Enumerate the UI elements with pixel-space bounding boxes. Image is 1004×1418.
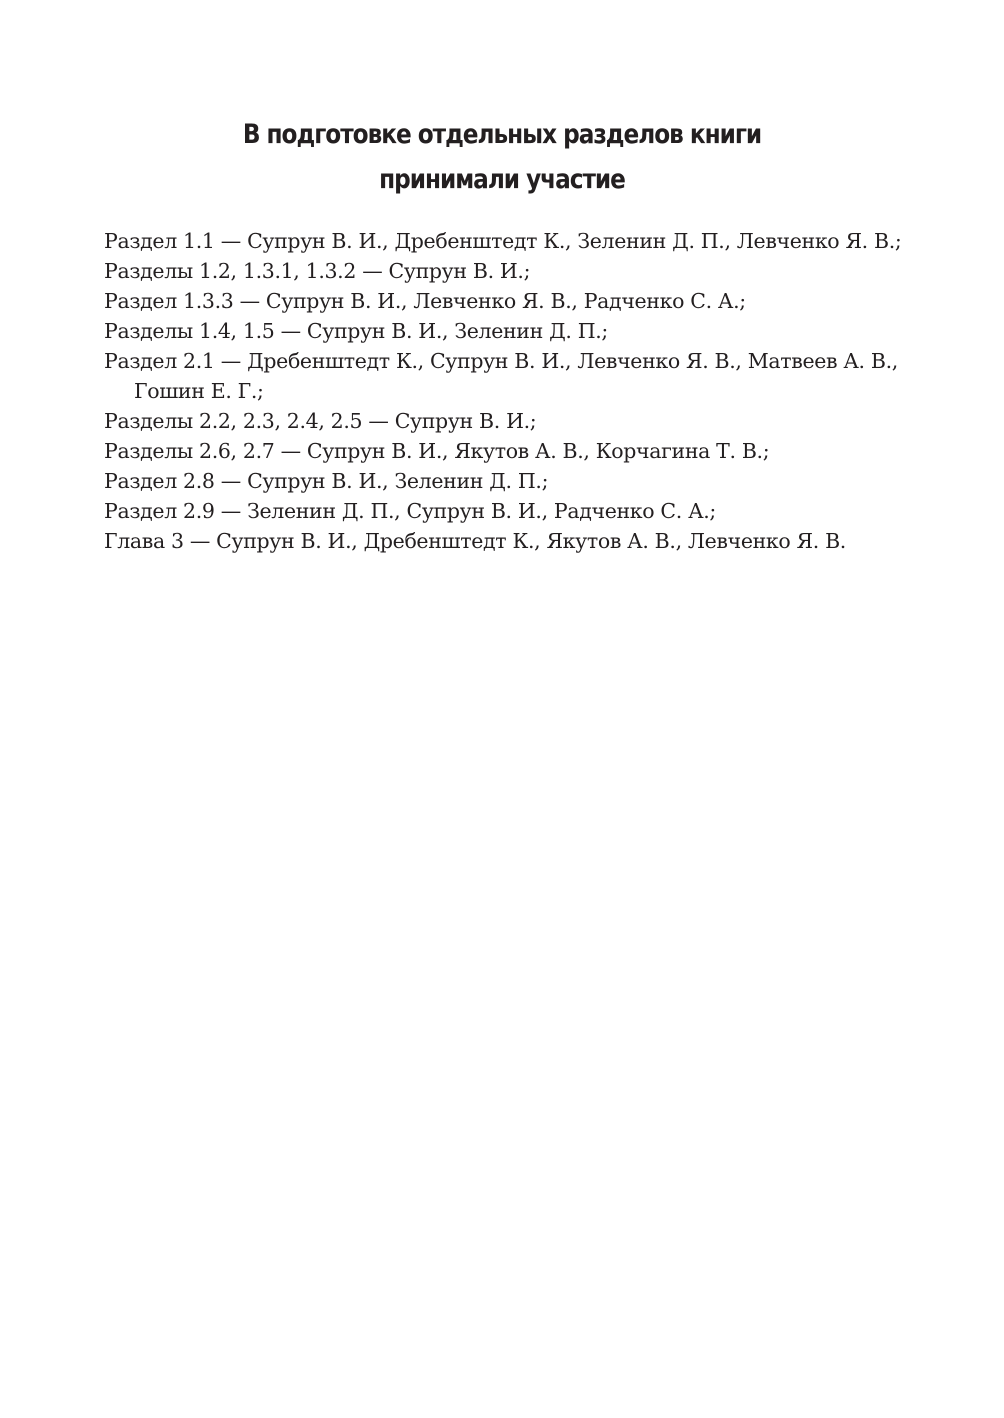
list-item: Разделы 2.2, 2.3, 2.4, 2.5 — Супрун В. И.;: [104, 409, 537, 433]
list-item: Разделы 2.6, 2.7 — Супрун В. И., Якутов А. В., Корчагина Т. В.;: [104, 439, 770, 463]
list-item: Раздел 1.3.3 — Супрун В. И., Левченко Я. В., Радченко С. А.;: [104, 289, 746, 313]
heading-line-1: В подготовке отдельных разделов книги: [242, 119, 762, 151]
list-item: Раздел 1.1 — Супрун В. И., Дребенштедт К., Зеленин Д. П., Левченко Я. В.;: [104, 229, 902, 253]
list-item: Глава 3 — Супрун В. И., Дребенштедт К., Якутов А. В., Левченко Я. В.: [104, 529, 846, 553]
list-item: Раздел 2.8 — Супрун В. И., Зеленин Д. П.;: [104, 469, 549, 493]
page-heading: [70, 112, 933, 202]
list-item: Разделы 1.2, 1.3.1, 1.3.2 — Супрун В. И.;: [104, 259, 531, 283]
list-item: Разделы 1.4, 1.5 — Супрун В. И., Зеленин Д. П.;: [104, 319, 608, 343]
list-item: Раздел 2.1 — Дребенштедт К., Супрун В. И., Левченко Я. В., Матвеев А. В., Гошин Е. Г.;: [104, 349, 898, 403]
contributors-list: [104, 226, 914, 556]
list-item: Раздел 2.9 — Зеленин Д. П., Супрун В. И., Радченко С. А.;: [104, 499, 716, 523]
heading-line-2: принимали участие: [379, 164, 625, 196]
